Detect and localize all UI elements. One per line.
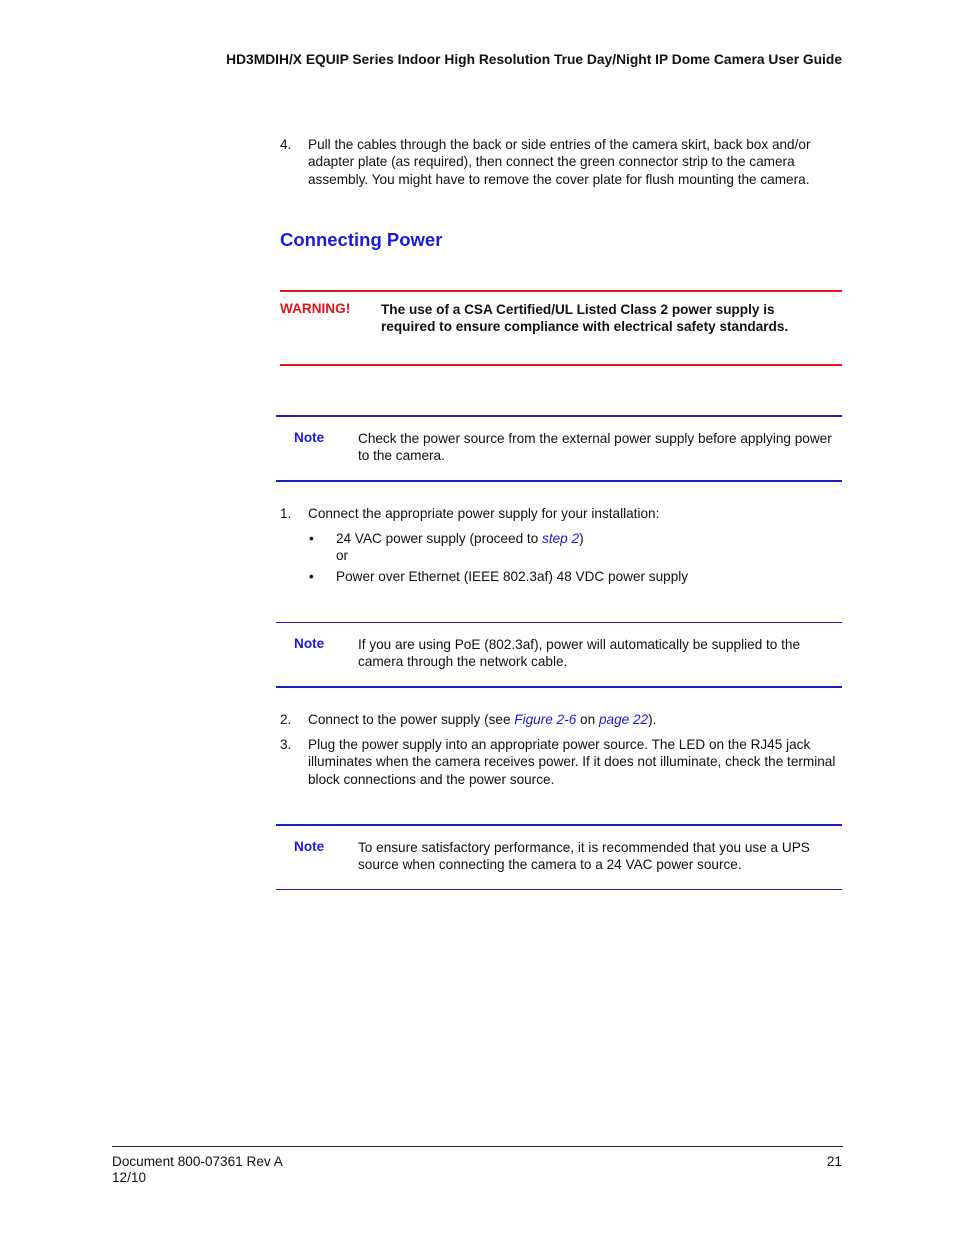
- note-1-bottom-rule: [276, 480, 842, 482]
- note-1-top-rule: [276, 415, 842, 417]
- note-3-bottom-rule: [276, 889, 842, 890]
- note-1-label: Note: [294, 430, 325, 445]
- warning-text: The use of a CSA Certified/UL Listed Class 2 power supply is required to ensure compliance with electrical safety standards.: [381, 302, 789, 335]
- note-2-bottom-rule: [276, 686, 842, 688]
- footer-document-number: Document 800-07361 Rev A: [112, 1154, 283, 1169]
- step-2-number: 2.: [280, 712, 292, 727]
- page-number: 21: [826, 1154, 842, 1169]
- step-1-number: 1.: [280, 506, 292, 521]
- step-3-number: 3.: [280, 737, 292, 752]
- bullet-2-symbol: •: [309, 569, 314, 584]
- note-3-label: Note: [294, 839, 325, 854]
- step-2-prefix: Connect to the power supply (see: [308, 712, 515, 727]
- step-2-mid: on: [576, 712, 599, 727]
- step-4-number: 4.: [280, 137, 292, 152]
- step-3-text: Plug the power supply into an appropriate power source. The LED on the RJ45 jack illuminates when the camera receives power. If it does not illuminate, check the terminal block connections and the power source.: [308, 737, 836, 787]
- warning-bottom-rule: [280, 364, 842, 366]
- note-1-text: Check the power source from the external power supply before applying power to the camera.: [358, 431, 832, 464]
- page-22-link[interactable]: page 22: [598, 712, 649, 727]
- bullet-2-text: Power over Ethernet (IEEE 802.3af) 48 VDC power supply: [336, 569, 689, 584]
- bullet-1-prefix: 24 VAC power supply (proceed to: [336, 531, 543, 546]
- step-4-text: Pull the cables through the back or side entries of the camera skirt, back box and/or adapter plate (as required), then connect the green connector strip to the camera assembly. You might have to remove the cover plate for flush mounting the camera.: [308, 137, 811, 187]
- warning-label: WARNING!: [280, 301, 351, 316]
- note-3-top-rule: [276, 824, 842, 826]
- step-2-link[interactable]: step 2: [542, 531, 580, 546]
- bullet-1-text: [336, 530, 584, 547]
- warning-top-rule: [280, 290, 842, 292]
- step-2-text: [308, 711, 656, 728]
- note-3-text: To ensure satisfactory performance, it is recommended that you use a UPS source when connecting the camera to a 24 VAC power source.: [358, 840, 810, 873]
- note-2-top-rule: [276, 622, 842, 623]
- step-1-text: Connect the appropriate power supply for your installation:: [308, 506, 660, 521]
- section-title: Connecting Power: [280, 229, 443, 250]
- figure-2-6-link[interactable]: Figure 2-6: [514, 712, 577, 727]
- or-text: or: [336, 548, 349, 563]
- note-2-text: If you are using PoE (802.3af), power will automatically be supplied to the camera through the network cable.: [358, 637, 801, 670]
- bullet-1-symbol: •: [309, 531, 314, 546]
- note-2-label: Note: [294, 636, 325, 651]
- footer-rule: [112, 1146, 843, 1147]
- footer-doc-info: [112, 1154, 283, 1186]
- bullet-1-suffix: ): [579, 531, 584, 546]
- footer-date: 12/10: [112, 1170, 147, 1185]
- step-2-suffix: ).: [648, 712, 657, 727]
- running-header: HD3MDIH/X EQUIP Series Indoor High Resolution True Day/Night IP Dome Camera User Guide: [226, 52, 842, 67]
